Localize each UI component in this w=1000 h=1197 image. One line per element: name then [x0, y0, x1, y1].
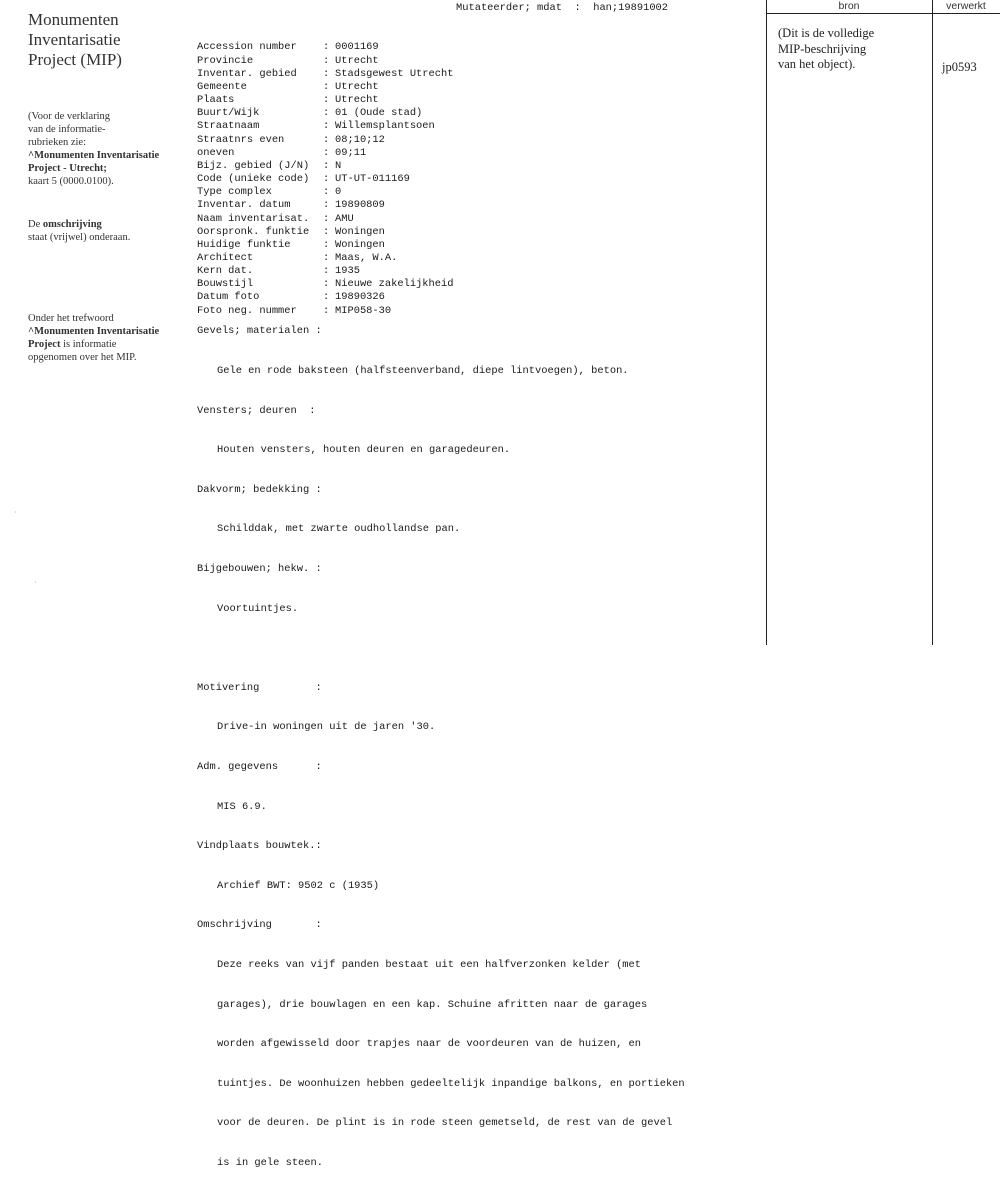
- field-colon: :: [323, 251, 330, 264]
- column-header-bron: bron: [838, 0, 860, 12]
- register-row: [197, 147, 453, 160]
- field-value: Nieuwe zakelijkheid: [335, 278, 454, 291]
- field-colon: :: [323, 54, 330, 67]
- field-value: UT-UT-011169: [335, 173, 410, 186]
- scan-speck: ·: [14, 508, 17, 517]
- bron-cell: [778, 26, 874, 73]
- omschrijving-line: tuintjes. De woonhuizen hebben gedeeltelijk inpandige balkons, en portieken: [217, 1077, 685, 1090]
- field-colon: :: [323, 41, 330, 54]
- field-value: Utrecht: [335, 80, 379, 93]
- field-label: Naam inventarisat.: [197, 212, 310, 225]
- bijgebouwen-text: Voortuintjes.: [217, 602, 299, 615]
- register-row: [197, 252, 453, 265]
- mutation-field: [456, 2, 668, 15]
- field-colon: :: [323, 80, 330, 93]
- field-colon: :: [323, 133, 330, 146]
- field-label: Buurt/Wijk: [197, 107, 260, 120]
- table-divider: [766, 0, 767, 645]
- note-line: kaart 5 (0000.0100).: [28, 176, 114, 187]
- field-label: Inventar. datum: [197, 199, 291, 212]
- field-colon: :: [323, 238, 330, 251]
- note-line: Onder het trefwoord: [28, 313, 114, 324]
- field-value: 08;10;12: [335, 133, 385, 146]
- field-colon: :: [323, 94, 330, 107]
- field-label: Architect: [197, 251, 254, 264]
- gevels-text: Gele en rode baksteen (halfsteenverband, diepe lintvoegen), beton.: [217, 365, 629, 378]
- field-label: Bouwstijl: [197, 278, 254, 291]
- trefwoord-note: [28, 312, 159, 364]
- field-value: Utrecht: [335, 94, 379, 107]
- field-label: oneven: [197, 146, 235, 159]
- note-bold: omschrijving: [42, 219, 102, 230]
- register-row: [197, 173, 453, 186]
- register-row: [197, 226, 453, 239]
- note-line: [28, 218, 130, 231]
- field-colon: :: [323, 225, 330, 238]
- info-note: [28, 110, 159, 188]
- register-row: [197, 68, 453, 81]
- omschrijving-line: garages), drie bouwlagen en een kap. Schuine afritten naar de garages: [217, 998, 648, 1011]
- field-value: Maas, W.A.: [335, 251, 398, 264]
- field-value: Willemsplantsoen: [335, 120, 435, 133]
- field-colon: :: [323, 146, 330, 159]
- omschrijving-line: worden afgewisseld door trapjes naar de voordeuren van de huizen, en: [217, 1038, 642, 1051]
- verwerkt-cell: jp0593: [942, 60, 977, 74]
- omschrijving-line: voor de deuren. De plint is in rode steen gemetseld, de rest van de gevel: [217, 1117, 673, 1130]
- field-value: MIP058-30: [335, 304, 392, 317]
- note-line: van de informatie-: [28, 124, 106, 135]
- sidebar-title: [28, 10, 178, 70]
- field-colon: :: [323, 186, 330, 199]
- title-line: Inventarisatie: [28, 30, 121, 49]
- register-row: [197, 213, 453, 226]
- note-line: ^Monumenten Inventarisatie: [28, 326, 160, 337]
- table-divider: [932, 0, 933, 645]
- field-label: Straatnrs even: [197, 133, 285, 146]
- field-label: Gemeente: [197, 80, 247, 93]
- register-row: [197, 55, 453, 68]
- note-bold: Project: [28, 339, 61, 350]
- field-colon: :: [323, 278, 330, 291]
- field-colon: :: [323, 159, 330, 172]
- register-row: [197, 94, 453, 107]
- field-value: 19890809: [335, 199, 385, 212]
- field-value: 1935: [335, 265, 360, 278]
- field-colon: :: [323, 173, 330, 186]
- field-label: Huidige funktie: [197, 238, 291, 251]
- field-value: 0001169: [335, 41, 379, 54]
- register-row: [197, 41, 453, 54]
- field-value: 0: [335, 186, 342, 199]
- dakvorm-text: Schilddak, met zwarte oudhollandse pan.: [217, 523, 461, 536]
- vindplaats-text: Archief BWT: 9502 c (1935): [217, 879, 380, 892]
- field-label: Provincie: [197, 54, 254, 67]
- motivering-text: Drive-in woningen uit de jaren '30.: [217, 721, 436, 734]
- field-value: Stadsgewest Utrecht: [335, 67, 454, 80]
- field-colon: :: [323, 120, 330, 133]
- field-value: N: [335, 159, 342, 172]
- omschrijving-heading: Omschrijving :: [197, 919, 322, 932]
- bijgebouwen-heading: Bijgebouwen; hekw. :: [197, 563, 322, 576]
- register-row: [197, 186, 453, 199]
- field-value: 19890326: [335, 291, 385, 304]
- title-line: Project (MIP): [28, 50, 122, 69]
- register-row: [197, 278, 453, 291]
- vensters-heading: Vensters; deuren :: [197, 404, 316, 417]
- scan-speck: ·: [34, 578, 37, 587]
- dakvorm-heading: Dakvorm; bedekking :: [197, 483, 322, 496]
- field-value: Utrecht: [335, 54, 379, 67]
- register-row: [197, 107, 453, 120]
- title-line: Monumenten: [28, 10, 119, 29]
- mutation-value: han;19891002: [593, 2, 669, 14]
- field-label: Oorspronk. funktie: [197, 225, 310, 238]
- field-value: 01 (Oude stad): [335, 107, 423, 120]
- field-label: Kern dat.: [197, 265, 254, 278]
- field-value: Woningen: [335, 238, 385, 251]
- field-value: 09;11: [335, 146, 367, 159]
- field-colon: :: [323, 212, 330, 225]
- mutation-label: Mutateerder; mdat: [456, 2, 563, 14]
- adm-text: MIS 6.9.: [217, 800, 267, 813]
- register-row: [197, 265, 453, 278]
- field-colon: :: [323, 265, 330, 278]
- register-row: [197, 134, 453, 147]
- field-value: Woningen: [335, 225, 385, 238]
- field-value: AMU: [335, 212, 354, 225]
- motivering-heading: Motivering :: [197, 681, 322, 694]
- note-line: opgenomen over het MIP.: [28, 352, 137, 363]
- gevels-heading: Gevels; materialen :: [197, 325, 322, 338]
- field-label: Foto neg. nummer: [197, 304, 297, 317]
- field-label: Type complex: [197, 186, 272, 199]
- field-label: Accession number: [197, 41, 297, 54]
- note-line: rubrieken zie:: [28, 137, 87, 148]
- register-row: [197, 199, 453, 212]
- vensters-text: Houten vensters, houten deuren en garagedeuren.: [217, 444, 511, 457]
- note-text: De: [28, 219, 43, 230]
- bron-line: MIP-beschrijving: [778, 41, 867, 56]
- source-table: [766, 0, 1000, 649]
- omschrijving-line: Deze reeks van vijf panden bestaat uit een halfverzonken kelder (met: [217, 958, 642, 971]
- adm-heading: Adm. gegevens :: [197, 760, 322, 773]
- bron-line: (Dit is de volledige: [778, 26, 875, 40]
- column-header-verwerkt: verwerkt: [946, 0, 986, 12]
- field-colon: :: [562, 2, 594, 14]
- note-line: Project - Utrecht;: [28, 163, 107, 174]
- vindplaats-heading: Vindplaats bouwtek.:: [197, 840, 322, 853]
- sidebar: [28, 10, 178, 363]
- field-label: Plaats: [197, 94, 235, 107]
- note-line: (Voor de verklaring: [28, 111, 111, 122]
- field-label: Datum foto: [197, 291, 260, 304]
- register-row: [197, 160, 453, 173]
- note-line: staat (vrijwel) onderaan.: [28, 232, 131, 243]
- description-note: [28, 218, 130, 244]
- note-line: ^Monumenten Inventarisatie: [28, 150, 160, 161]
- table-header-rule: [766, 13, 1000, 14]
- field-colon: :: [323, 107, 330, 120]
- field-label: Bijz. gebied (J/N): [197, 159, 310, 172]
- field-colon: :: [323, 67, 330, 80]
- register-fields: [197, 2, 669, 318]
- description-section: [197, 299, 685, 1197]
- field-label: Straatnaam: [197, 120, 260, 133]
- register-row: [197, 120, 453, 133]
- register-row: [197, 81, 453, 94]
- bron-line: van het object).: [778, 57, 856, 71]
- field-colon: :: [323, 291, 330, 304]
- omschrijving-line: is in gele steen.: [217, 1157, 324, 1169]
- register-row: [197, 239, 453, 252]
- field-label: Code (unieke code): [197, 173, 310, 186]
- note-line: [28, 338, 159, 351]
- field-label: Inventar. gebied: [197, 67, 297, 80]
- field-colon: :: [323, 304, 330, 317]
- field-colon: :: [323, 199, 330, 212]
- note-text: is informatie: [60, 339, 117, 350]
